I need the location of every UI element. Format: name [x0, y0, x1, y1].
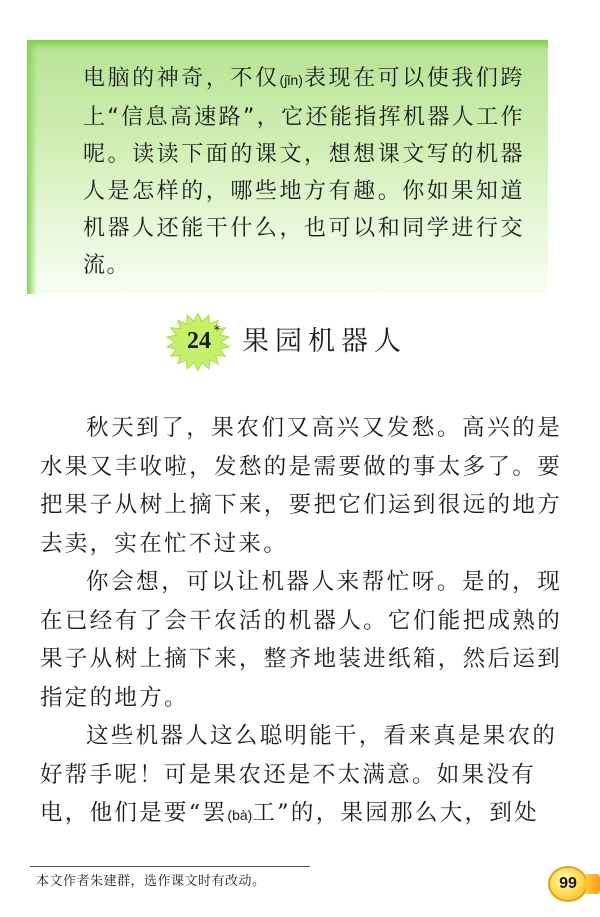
- paragraph-3-part2: 工”的，果园那么大，到处: [252, 800, 539, 826]
- footnote: 本文作者朱建群，选作课文时有改动。: [36, 874, 266, 889]
- lesson-title-row: [0, 312, 600, 372]
- paragraph-3: [40, 717, 562, 835]
- paragraph-3-part1: 这些机器人这么聪明能干，看来真是果农的好帮手呢！可是果农还是不太满意。如果没有电，他们是要“罢: [40, 723, 558, 826]
- intro-box: [27, 40, 548, 294]
- lesson-star-mark: *: [214, 323, 220, 337]
- intro-text-part1: 电脑的神奇，不仅: [83, 66, 280, 91]
- lesson-body: [40, 409, 562, 835]
- lesson-title: 果园机器人: [242, 326, 407, 357]
- paragraph-1: 秋天到了，果农们又高兴又发愁。高兴的是水果又丰收啦，发愁的是需要做的事太多了。要把果子从树上摘下来，要把它们运到很远的地方去卖，实在忙不过来。: [40, 415, 562, 557]
- intro-text-part2: 表现在可以使我们跨上“信息高速路”，它还能指挥机器人工作呢。读读下面的课文，想想课文写的机器人是怎样的，哪些地方有趣。你如果知道机器人还能干什么，也可以和同学进行交流。: [83, 66, 524, 278]
- page-tab-icon: [586, 874, 600, 894]
- lesson-number: 24: [187, 328, 211, 354]
- pinyin-annotation: (bà): [227, 807, 253, 823]
- page-number-badge: 99: [548, 866, 588, 902]
- paragraph-2: 你会想，可以让机器人来帮忙呀。是的，现在已经有了会干农活的机器人。它们能把成熟的果子从树上摘下来，整齐地装进纸箱，然后运到指定的地方。: [40, 569, 562, 711]
- pinyin-annotation: (jǐn): [279, 72, 303, 88]
- footnote-divider: [30, 866, 310, 867]
- intro-text: [83, 60, 524, 284]
